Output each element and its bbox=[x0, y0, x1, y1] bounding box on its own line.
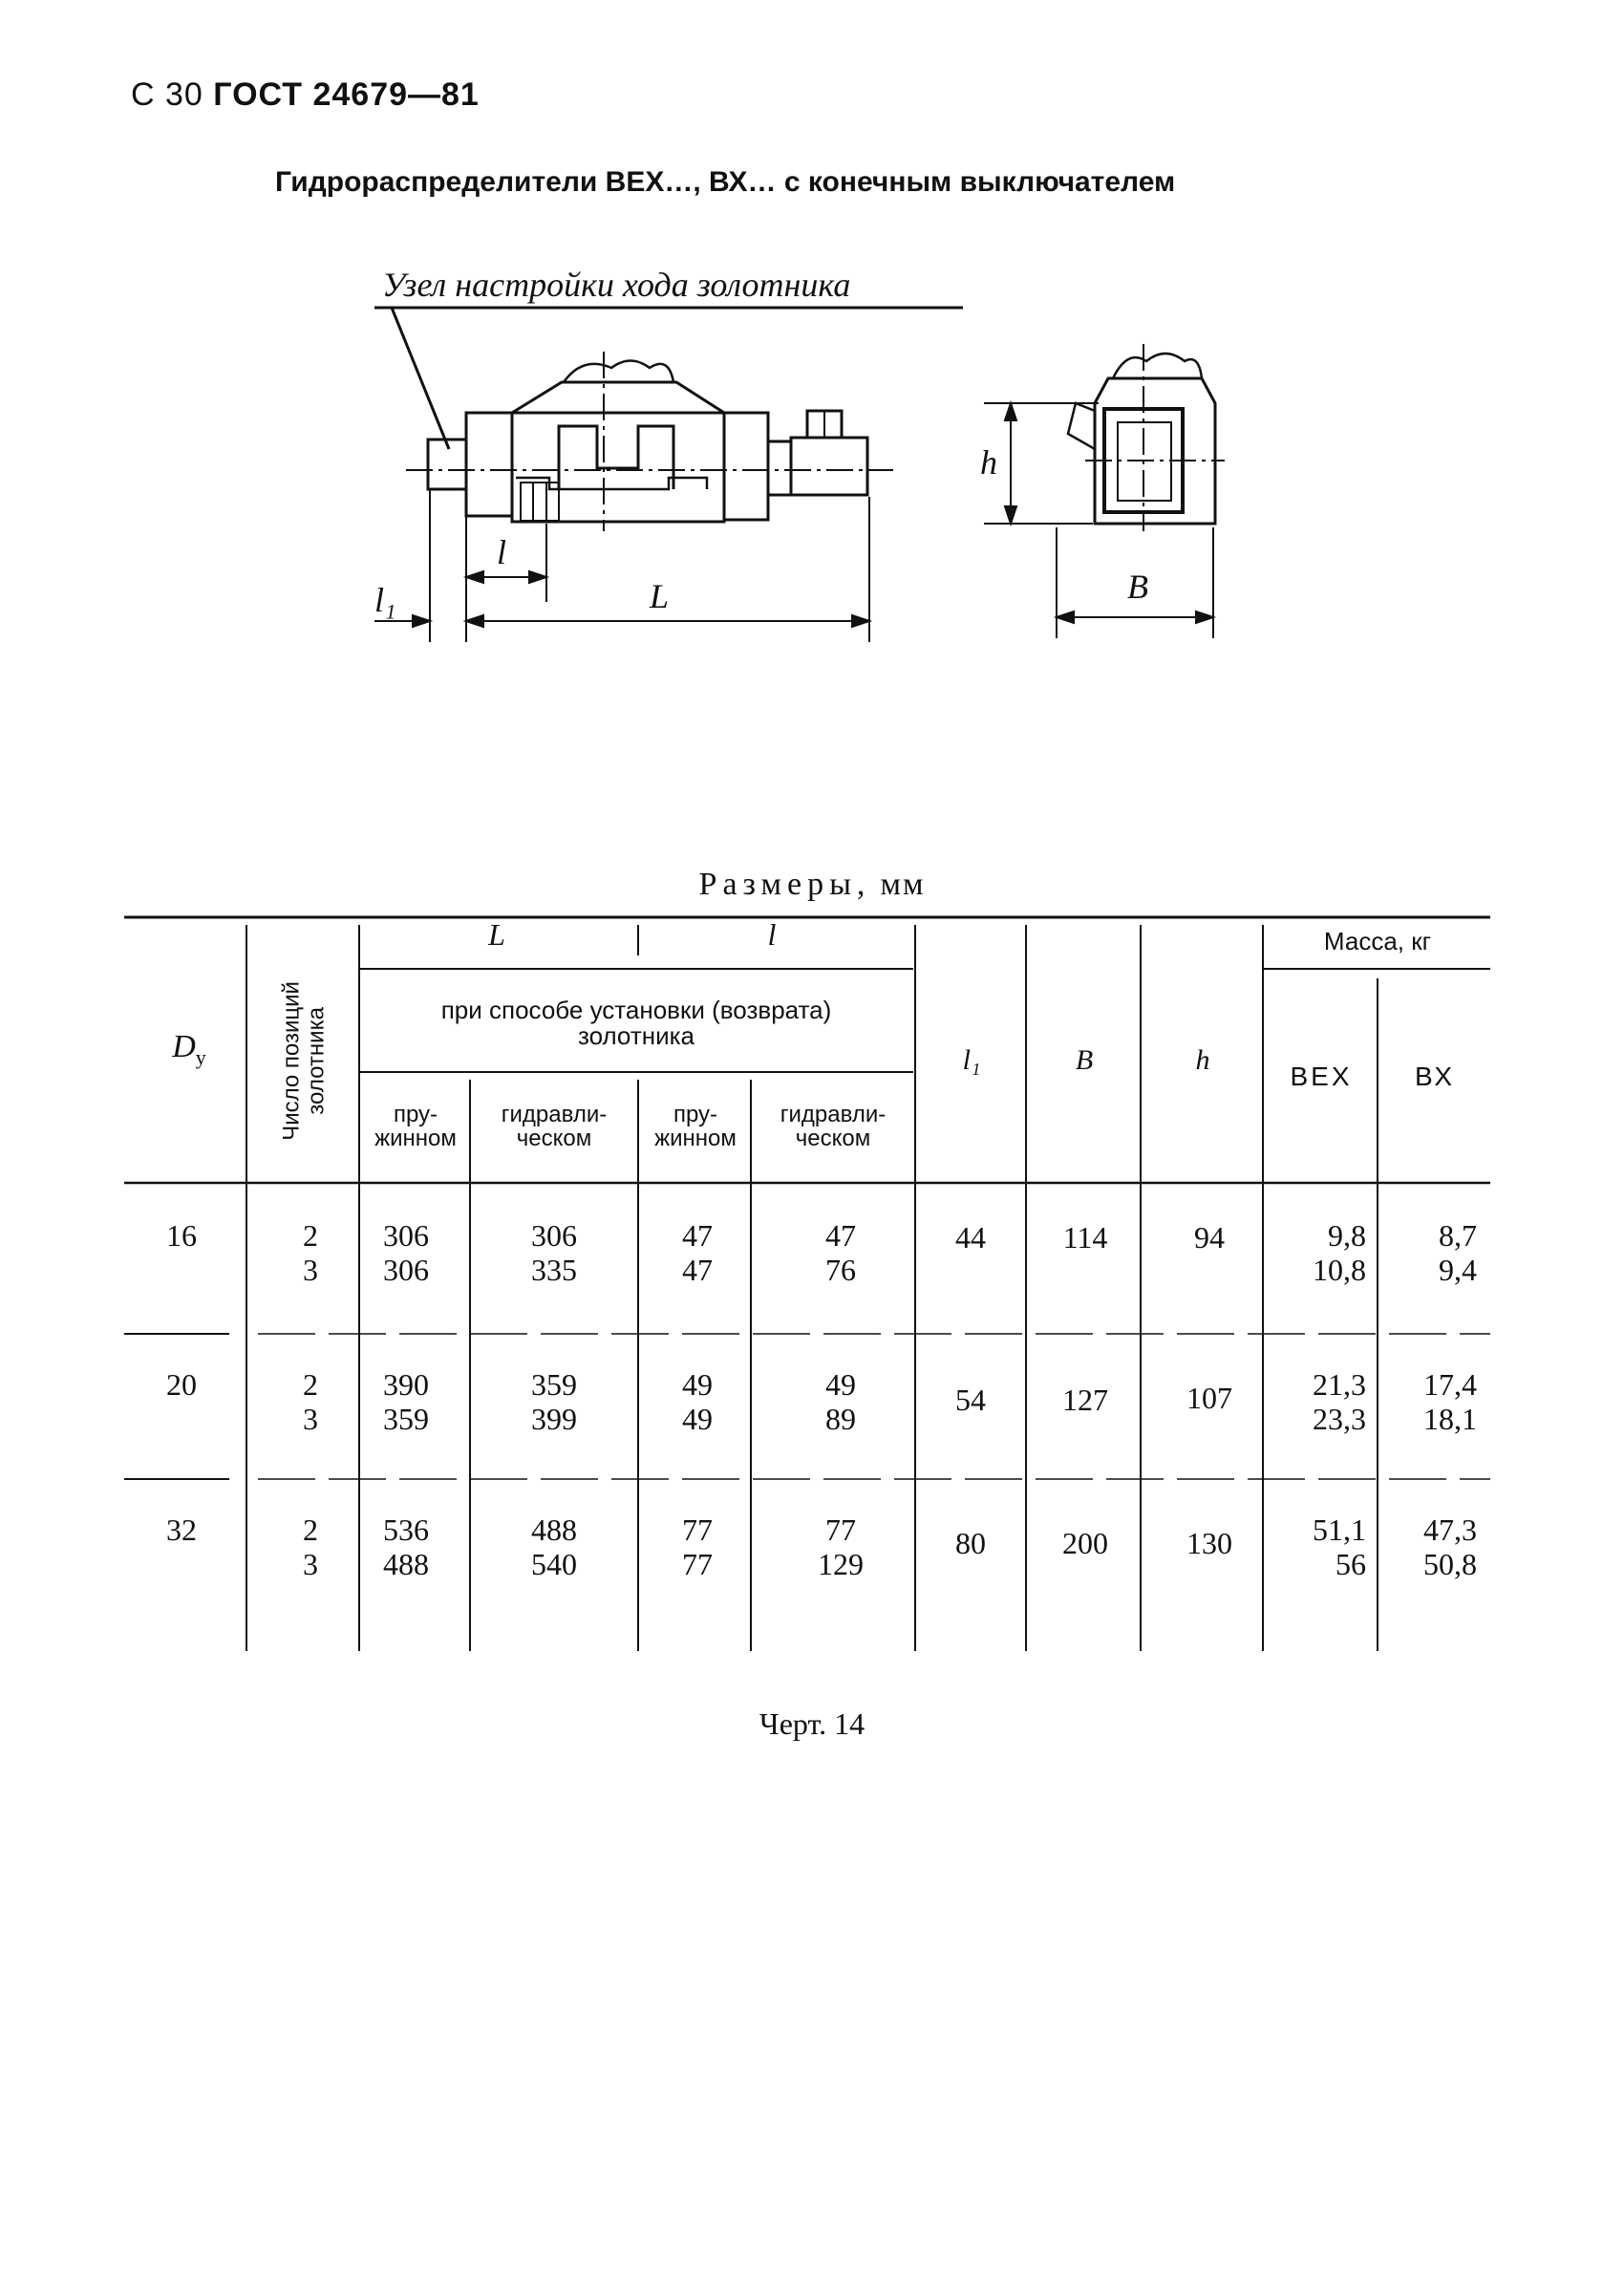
header-h: h bbox=[1195, 1044, 1210, 1076]
dim-B-label: B bbox=[1127, 568, 1148, 606]
header-L-hydraulic: гидравли- ческом bbox=[501, 1102, 608, 1152]
header-method: при способе установки (возврата) золотника bbox=[440, 996, 832, 1051]
cell-L-hydraulic: 306 335 bbox=[531, 1218, 577, 1287]
header-positions: Число позиций золотника bbox=[278, 981, 330, 1141]
header-mass: Масса, кг bbox=[1323, 927, 1432, 955]
cell-mass-bex: 21,3 23,3 bbox=[1313, 1367, 1366, 1436]
header-B: B bbox=[1075, 1044, 1094, 1076]
cell-mass-bx: 8,7 9,4 bbox=[1439, 1218, 1477, 1287]
cell-B: 114 bbox=[1062, 1220, 1108, 1255]
cell-l1: 54 bbox=[955, 1383, 986, 1417]
cell-L-hydraulic: 359 399 bbox=[531, 1367, 577, 1436]
cell-l1: 44 bbox=[955, 1220, 986, 1255]
dim-l-label: l bbox=[497, 533, 507, 571]
cell-mass-bx: 47,3 50,8 bbox=[1423, 1512, 1477, 1581]
page-number: С 30 bbox=[131, 76, 203, 113]
cell-L-spring: 390 359 bbox=[383, 1367, 429, 1436]
header-l-hydraulic: гидравли- ческом bbox=[780, 1102, 887, 1152]
cell-L-spring: 306 306 bbox=[383, 1218, 429, 1287]
cell-l-spring: 49 49 bbox=[682, 1367, 713, 1436]
cell-B: 200 bbox=[1062, 1526, 1108, 1560]
callout-label: Узел настройки хода золотника bbox=[382, 266, 851, 304]
cell-l1: 80 bbox=[955, 1526, 986, 1560]
table-caption: Размеры, мм bbox=[698, 867, 926, 902]
cell-h: 94 bbox=[1194, 1220, 1225, 1255]
figure-note: Черт. 14 bbox=[759, 1706, 865, 1741]
cell-L-spring: 536 488 bbox=[383, 1512, 429, 1581]
cell-l-hydraulic: 49 89 bbox=[825, 1367, 856, 1436]
cell-dy: 16 bbox=[166, 1218, 197, 1253]
header-l: l bbox=[767, 917, 777, 952]
cell-l-spring: 77 77 bbox=[682, 1512, 713, 1581]
standard-code: ГОСТ 24679—81 bbox=[213, 76, 480, 113]
header-l-spring: пру- жинном bbox=[654, 1102, 737, 1152]
cell-pos: 2 3 bbox=[303, 1512, 318, 1581]
header-L-spring: пру- жинном bbox=[374, 1102, 457, 1152]
page-title: Гидрораспределители ВЕХ…, ВХ… с конечным выключателем bbox=[275, 166, 1176, 198]
cell-l-hydraulic: 47 76 bbox=[825, 1218, 856, 1287]
dim-h-label: h bbox=[980, 443, 997, 482]
cell-dy: 20 bbox=[166, 1367, 197, 1402]
cell-pos: 2 3 bbox=[303, 1218, 318, 1287]
cell-h: 107 bbox=[1186, 1381, 1232, 1415]
cell-dy: 32 bbox=[166, 1512, 197, 1547]
header-l1: l₁ bbox=[962, 1044, 981, 1076]
header-mass-bex: ВЕХ bbox=[1290, 1062, 1353, 1091]
header-dy: $D_у$ bbox=[172, 1029, 206, 1069]
dim-l1-label: l₁ bbox=[374, 581, 396, 619]
cell-mass-bex: 9,8 10,8 bbox=[1313, 1218, 1366, 1287]
cell-l-hydraulic: 77 129 bbox=[818, 1512, 864, 1581]
cell-mass-bx: 17,4 18,1 bbox=[1423, 1367, 1477, 1436]
cell-L-hydraulic: 488 540 bbox=[531, 1512, 577, 1581]
dim-L-label: L bbox=[650, 577, 670, 615]
cell-pos: 2 3 bbox=[303, 1367, 318, 1436]
header-L: L bbox=[488, 917, 505, 952]
cell-mass-bex: 51,1 56 bbox=[1313, 1512, 1366, 1581]
header-mass-bx: ВХ bbox=[1414, 1062, 1456, 1091]
cell-B: 127 bbox=[1062, 1383, 1108, 1417]
cell-l-spring: 47 47 bbox=[682, 1218, 713, 1287]
cell-h: 130 bbox=[1186, 1526, 1232, 1560]
